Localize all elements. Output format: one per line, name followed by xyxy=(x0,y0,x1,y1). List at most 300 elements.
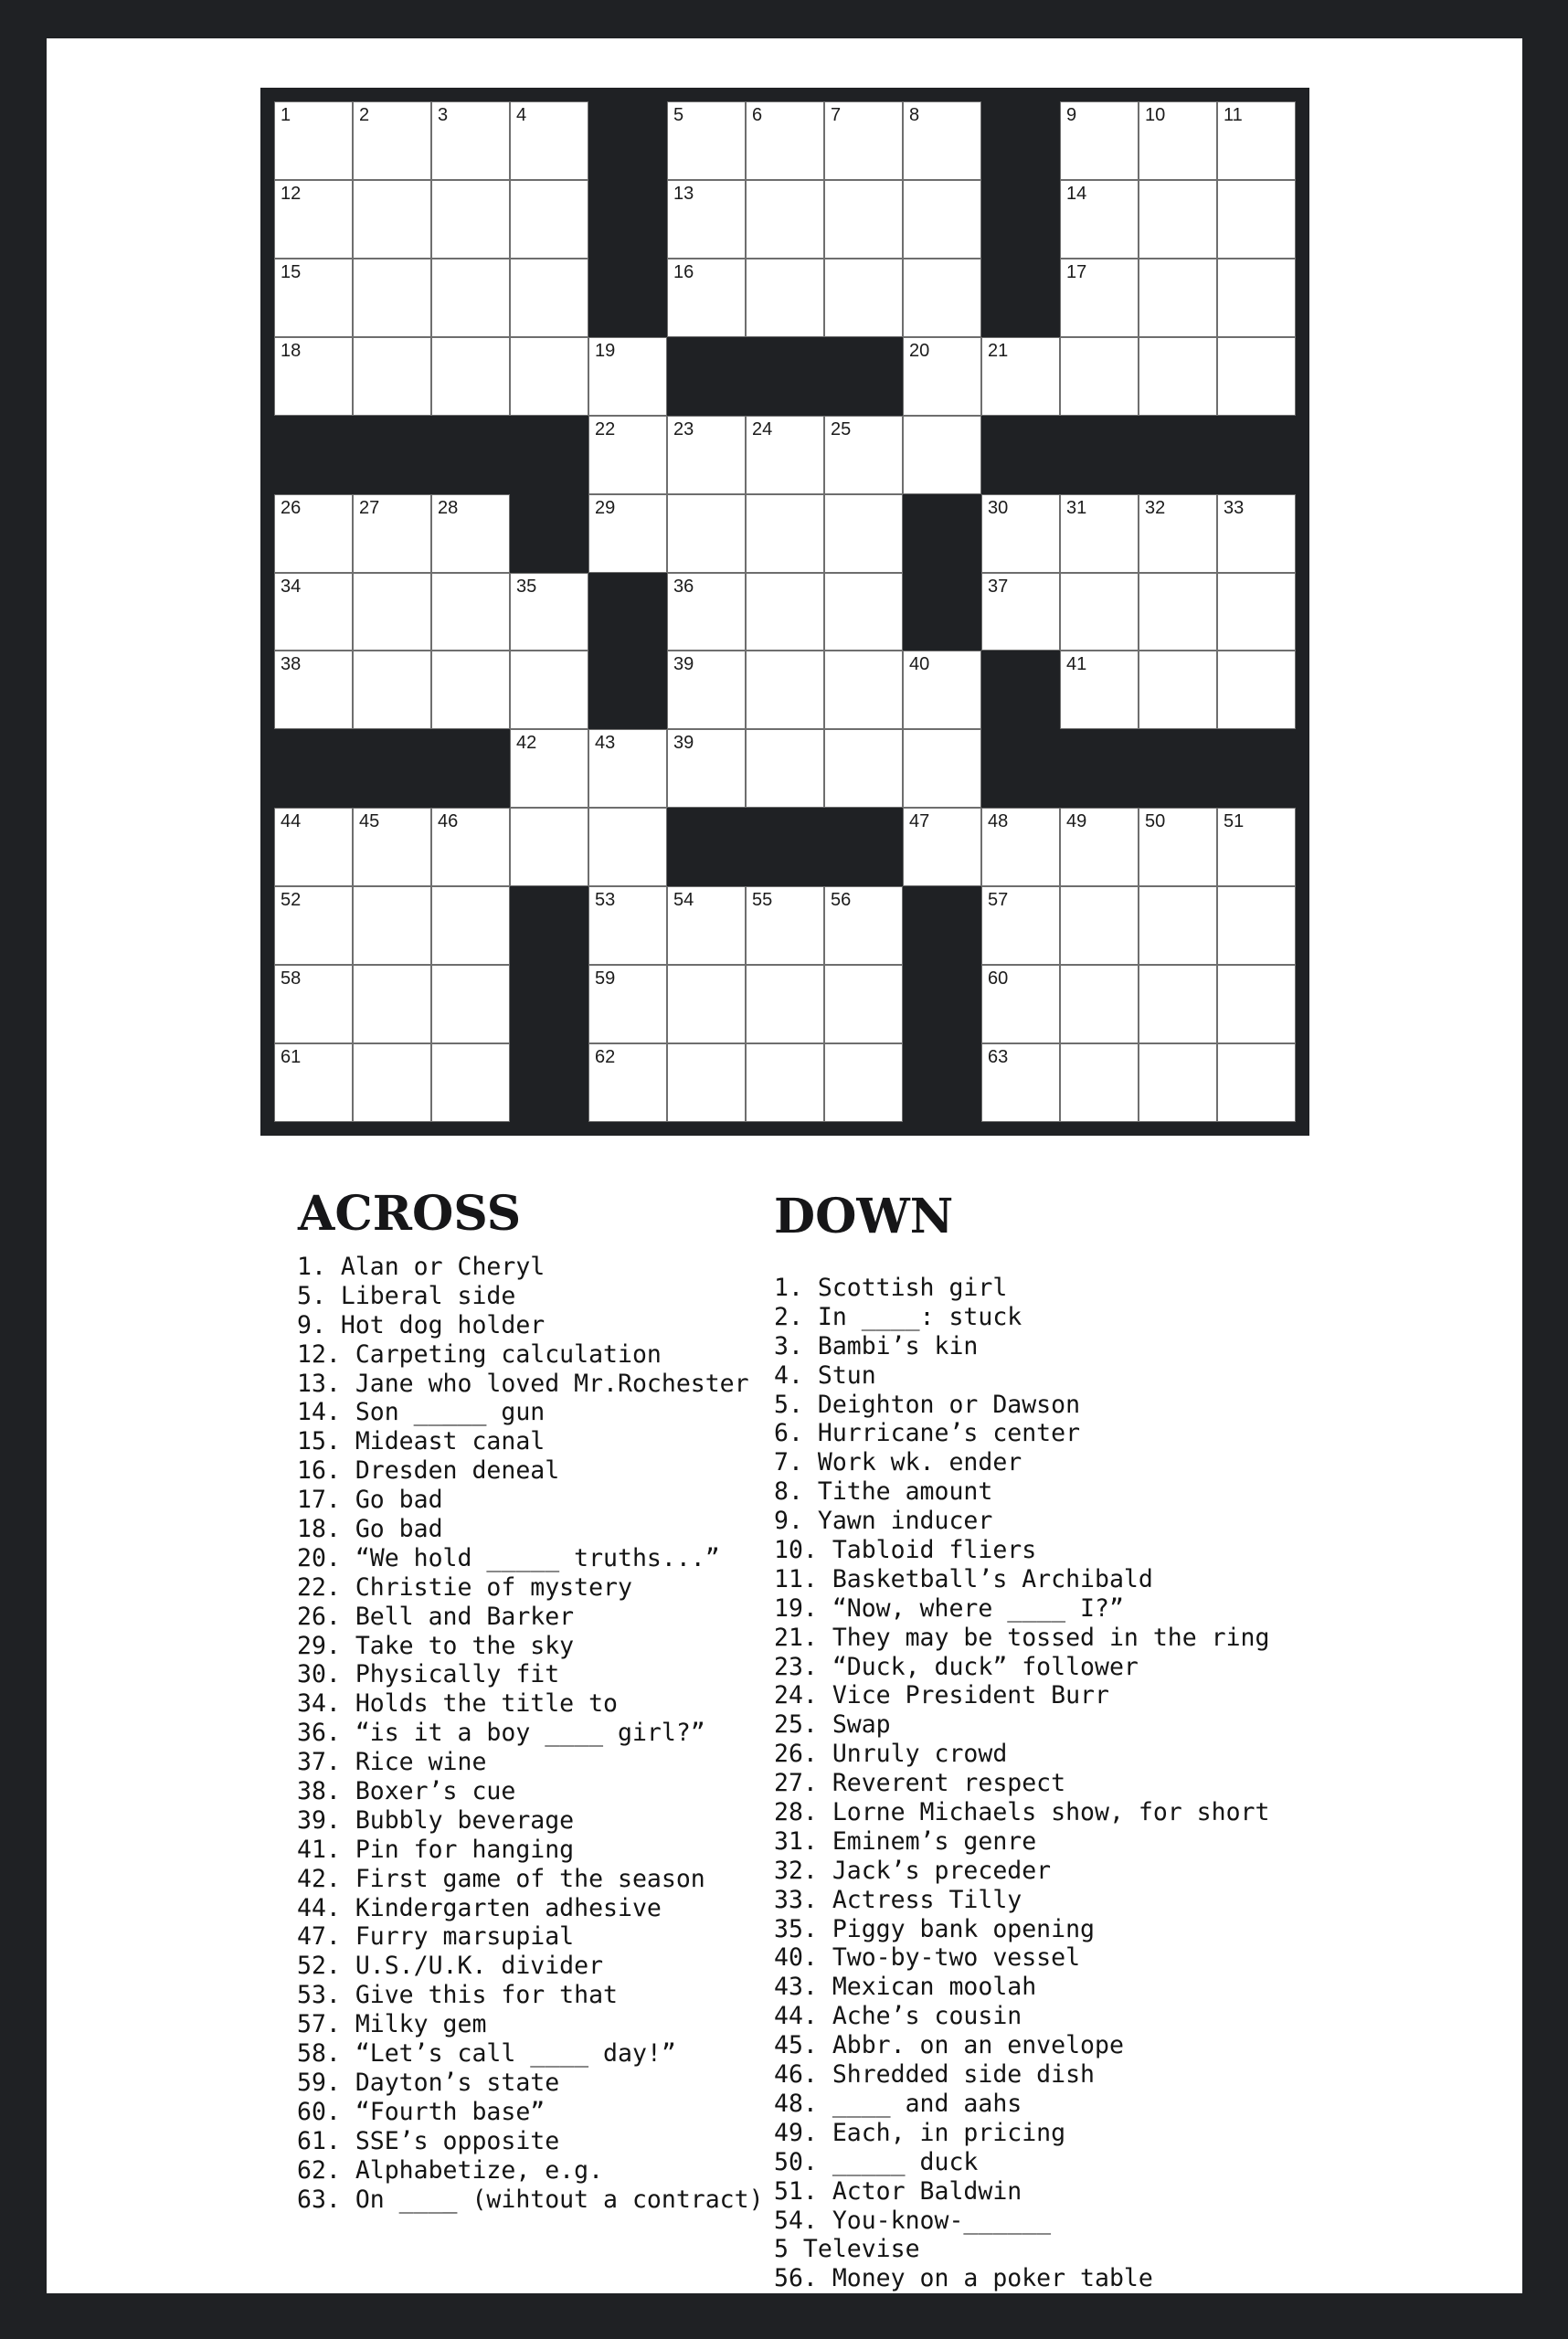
grid-cell-black xyxy=(274,416,353,494)
grid-cell[interactable] xyxy=(353,965,431,1043)
cell-number: 56 xyxy=(831,890,852,911)
grid-cell[interactable] xyxy=(431,494,510,573)
across-clue: 58. “Let’s call ____ day!” xyxy=(297,2039,676,2069)
cell-number: 61 xyxy=(281,1047,302,1068)
grid-cell[interactable] xyxy=(824,965,903,1043)
grid-cell[interactable] xyxy=(1217,965,1296,1043)
across-clue: 29. Take to the sky xyxy=(297,1631,575,1660)
cell-number: 18 xyxy=(281,340,302,361)
grid-cell[interactable] xyxy=(1060,573,1139,651)
down-clue: 23. “Duck, duck” follower xyxy=(774,1652,1139,1681)
down-clue: 6. Hurricane’s center xyxy=(774,1419,1081,1448)
grid-cell[interactable] xyxy=(903,101,981,180)
grid-cell[interactable] xyxy=(903,651,981,729)
across-clue: 52. U.S./U.K. divider xyxy=(297,1952,604,1981)
across-clue: 41. Pin for hanging xyxy=(297,1835,575,1864)
cell-number: 23 xyxy=(673,418,694,439)
grid-cell[interactable] xyxy=(1139,180,1217,259)
grid-cell[interactable] xyxy=(588,494,667,573)
across-clue: 61. SSE’s opposite xyxy=(297,2126,560,2155)
cell-number: 49 xyxy=(1066,811,1087,832)
grid-cell[interactable] xyxy=(1139,808,1217,886)
grid-cell[interactable] xyxy=(588,416,667,494)
grid-cell[interactable] xyxy=(981,808,1060,886)
down-clue: 44. Ache’s cousin xyxy=(774,2002,1022,2031)
down-clue: 4. Stun xyxy=(774,1360,876,1390)
grid-cell[interactable] xyxy=(431,965,510,1043)
grid-cell-black xyxy=(588,573,667,651)
grid-cell[interactable] xyxy=(1217,180,1296,259)
grid-cell-black xyxy=(1139,729,1217,808)
grid-cell[interactable] xyxy=(1217,886,1296,965)
cell-number: 44 xyxy=(281,811,302,832)
cell-number: 53 xyxy=(595,890,616,911)
crossword-grid-frame xyxy=(260,88,1309,1136)
down-clue: 46. Shredded side dish xyxy=(774,2060,1095,2090)
grid-cell[interactable] xyxy=(353,337,431,416)
grid-cell-black xyxy=(1139,416,1217,494)
grid-cell[interactable] xyxy=(1139,337,1217,416)
across-clue: 26. Bell and Barker xyxy=(297,1602,575,1631)
grid-cell[interactable] xyxy=(353,494,431,573)
across-clue: 5. Liberal side xyxy=(297,1281,516,1310)
grid-cell[interactable] xyxy=(667,180,746,259)
grid-cell[interactable] xyxy=(824,101,903,180)
cell-number: 19 xyxy=(595,340,616,361)
down-clue: 48. ____ and aahs xyxy=(774,2089,1022,2118)
grid-cell[interactable] xyxy=(274,965,353,1043)
down-clue: 2. In ____: stuck xyxy=(774,1302,1022,1331)
cell-number: 57 xyxy=(988,890,1009,911)
cell-number: 30 xyxy=(988,497,1009,518)
grid-cell-black xyxy=(353,729,431,808)
cell-number: 5 xyxy=(673,105,684,125)
grid-cell[interactable] xyxy=(1217,259,1296,337)
across-clue: 34. Holds the title to xyxy=(297,1689,618,1719)
grid-cell[interactable] xyxy=(903,180,981,259)
grid-cell-black xyxy=(981,180,1060,259)
across-clue: 30. Physically fit xyxy=(297,1660,560,1689)
cell-number: 39 xyxy=(673,733,694,754)
grid-cell[interactable] xyxy=(1060,101,1139,180)
grid-cell[interactable] xyxy=(1060,494,1139,573)
grid-cell[interactable] xyxy=(824,416,903,494)
down-clue: 51. Actor Baldwin xyxy=(774,2176,1022,2206)
grid-cell[interactable] xyxy=(1060,886,1139,965)
cell-number: 25 xyxy=(831,418,852,439)
grid-cell-black xyxy=(824,337,903,416)
grid-cell[interactable] xyxy=(667,729,746,808)
grid-cell[interactable] xyxy=(981,337,1060,416)
cell-number: 15 xyxy=(281,261,302,282)
grid-cell[interactable] xyxy=(274,573,353,651)
down-clue: 5. Deighton or Dawson xyxy=(774,1390,1081,1419)
down-clue: 35. Piggy bank opening xyxy=(774,1914,1095,1943)
across-clue: 17. Go bad xyxy=(297,1486,443,1515)
grid-cell-black xyxy=(588,651,667,729)
grid-cell[interactable] xyxy=(981,965,1060,1043)
cell-number: 59 xyxy=(595,968,616,990)
down-clue: 11. Basketball’s Archibald xyxy=(774,1564,1153,1593)
grid-cell[interactable] xyxy=(1217,651,1296,729)
across-heading: ACROSS xyxy=(298,1186,522,1242)
down-clue: 10. Tabloid fliers xyxy=(774,1536,1037,1565)
grid-cell[interactable] xyxy=(1217,573,1296,651)
across-clue: 36. “is it a boy ____ girl?” xyxy=(297,1719,705,1748)
cell-number: 47 xyxy=(909,811,930,832)
grid-cell[interactable] xyxy=(274,101,353,180)
grid-cell[interactable] xyxy=(510,337,588,416)
down-clue: 45. Abbr. on an envelope xyxy=(774,2031,1124,2060)
down-clue: 5 Televise xyxy=(774,2235,920,2264)
grid-cell-black xyxy=(981,259,1060,337)
cell-number: 38 xyxy=(281,654,302,675)
down-clue: 1. Scottish girl xyxy=(774,1274,1008,1302)
grid-cell[interactable] xyxy=(667,573,746,651)
grid-cell[interactable] xyxy=(746,416,824,494)
crossword-grid xyxy=(274,101,1296,1122)
grid-cell[interactable] xyxy=(824,494,903,573)
grid-cell[interactable] xyxy=(510,573,588,651)
grid-cell[interactable] xyxy=(903,259,981,337)
cell-number: 36 xyxy=(673,576,694,597)
down-clue: 21. They may be tossed in the ring xyxy=(774,1623,1270,1652)
grid-cell[interactable] xyxy=(353,101,431,180)
grid-cell[interactable] xyxy=(1217,337,1296,416)
grid-cell[interactable] xyxy=(274,494,353,573)
grid-cell[interactable] xyxy=(1217,494,1296,573)
grid-cell[interactable] xyxy=(746,180,824,259)
across-clue: 22. Christie of mystery xyxy=(297,1572,632,1602)
grid-cell-black xyxy=(588,180,667,259)
down-clue: 40. Two-by-two vessel xyxy=(774,1943,1081,1973)
cell-number: 35 xyxy=(516,576,537,597)
grid-cell[interactable] xyxy=(510,180,588,259)
grid-cell-black xyxy=(667,337,746,416)
grid-cell-black xyxy=(824,808,903,886)
grid-cell[interactable] xyxy=(353,1043,431,1122)
cell-number: 48 xyxy=(988,811,1009,832)
across-clue: 57. Milky gem xyxy=(297,2010,487,2039)
across-clue: 37. Rice wine xyxy=(297,1748,487,1777)
grid-cell[interactable] xyxy=(981,1043,1060,1122)
across-clue: 1. Alan or Cheryl xyxy=(297,1253,546,1281)
grid-cell[interactable] xyxy=(1060,180,1139,259)
grid-cell[interactable] xyxy=(274,1043,353,1122)
cell-number: 22 xyxy=(595,418,616,439)
grid-cell[interactable] xyxy=(667,886,746,965)
cell-number: 32 xyxy=(1145,497,1166,518)
across-clue: 59. Dayton’s state xyxy=(297,2068,560,2097)
down-clue: 54. You-know-______ xyxy=(774,2206,1052,2235)
grid-cell[interactable] xyxy=(1139,965,1217,1043)
grid-cell[interactable] xyxy=(746,1043,824,1122)
grid-cell-black xyxy=(903,573,981,651)
grid-cell[interactable] xyxy=(431,1043,510,1122)
grid-cell[interactable] xyxy=(824,259,903,337)
grid-cell[interactable] xyxy=(353,651,431,729)
grid-cell[interactable] xyxy=(667,965,746,1043)
across-clue: 14. Son _____ gun xyxy=(297,1398,546,1427)
grid-cell[interactable] xyxy=(981,573,1060,651)
cell-number: 39 xyxy=(673,654,694,675)
across-clue: 53. Give this for that xyxy=(297,1981,618,2010)
down-clue: 56. Money on a poker table xyxy=(774,2264,1153,2293)
cell-number: 42 xyxy=(516,733,537,754)
down-clue: 24. Vice President Burr xyxy=(774,1681,1109,1710)
grid-cell[interactable] xyxy=(824,180,903,259)
across-clue: 12. Carpeting calculation xyxy=(297,1339,662,1369)
across-clue: 47. Furry marsupial xyxy=(297,1922,575,1952)
across-clue: 44. Kindergarten adhesive xyxy=(297,1893,662,1922)
cell-number: 1 xyxy=(281,105,291,125)
across-clue: 42. First game of the season xyxy=(297,1864,705,1893)
down-clue: 25. Swap xyxy=(774,1710,891,1740)
across-clue: 62. Alphabetize, e.g. xyxy=(297,2155,604,2185)
grid-cell[interactable] xyxy=(746,101,824,180)
down-clue: 28. Lorne Michaels show, for short xyxy=(774,1798,1270,1827)
grid-cell[interactable] xyxy=(824,886,903,965)
grid-cell[interactable] xyxy=(981,494,1060,573)
grid-cell-black xyxy=(510,416,588,494)
grid-cell[interactable] xyxy=(1060,337,1139,416)
cell-number: 50 xyxy=(1145,811,1166,832)
cell-number: 12 xyxy=(281,183,302,204)
down-clue: 19. “Now, where ____ I?” xyxy=(774,1593,1124,1623)
grid-cell[interactable] xyxy=(353,180,431,259)
down-clue: 9. Yawn inducer xyxy=(774,1507,993,1536)
grid-cell[interactable] xyxy=(510,101,588,180)
grid-cell[interactable] xyxy=(1139,1043,1217,1122)
across-clue: 20. “We hold _____ truths...” xyxy=(297,1543,720,1572)
down-clue: 50. _____ duck xyxy=(774,2147,979,2176)
grid-cell-black xyxy=(353,416,431,494)
across-clue: 16. Dresden deneal xyxy=(297,1456,560,1486)
grid-cell-black xyxy=(981,729,1060,808)
grid-cell[interactable] xyxy=(1217,808,1296,886)
grid-cell-black xyxy=(510,1043,588,1122)
grid-cell-black xyxy=(903,965,981,1043)
cell-number: 31 xyxy=(1066,497,1087,518)
cell-number: 45 xyxy=(359,811,380,832)
grid-cell[interactable] xyxy=(1217,1043,1296,1122)
grid-cell[interactable] xyxy=(431,808,510,886)
down-clue: 8. Tithe amount xyxy=(774,1477,993,1507)
grid-cell[interactable] xyxy=(1217,101,1296,180)
grid-cell[interactable] xyxy=(274,808,353,886)
across-clue: 38. Boxer’s cue xyxy=(297,1777,516,1806)
cell-number: 11 xyxy=(1224,105,1243,125)
grid-cell[interactable] xyxy=(588,1043,667,1122)
grid-cell[interactable] xyxy=(431,886,510,965)
grid-cell[interactable] xyxy=(274,259,353,337)
grid-cell[interactable] xyxy=(981,886,1060,965)
grid-cell[interactable] xyxy=(1060,1043,1139,1122)
grid-cell[interactable] xyxy=(431,573,510,651)
cell-number: 10 xyxy=(1145,105,1166,125)
grid-cell[interactable] xyxy=(746,651,824,729)
cell-number: 24 xyxy=(752,418,773,439)
across-clue: 18. Go bad xyxy=(297,1515,443,1544)
grid-cell[interactable] xyxy=(667,494,746,573)
grid-cell[interactable] xyxy=(510,651,588,729)
grid-cell-black xyxy=(1060,729,1139,808)
grid-cell[interactable] xyxy=(824,729,903,808)
grid-cell[interactable] xyxy=(588,965,667,1043)
grid-cell[interactable] xyxy=(274,180,353,259)
grid-cell[interactable] xyxy=(274,651,353,729)
grid-cell[interactable] xyxy=(746,259,824,337)
down-clue: 27. Reverent respect xyxy=(774,1769,1066,1798)
grid-cell-black xyxy=(588,101,667,180)
cell-number: 7 xyxy=(831,105,842,125)
grid-cell-black xyxy=(510,965,588,1043)
grid-cell[interactable] xyxy=(1060,259,1139,337)
grid-cell-black xyxy=(981,651,1060,729)
grid-cell[interactable] xyxy=(274,886,353,965)
grid-cell[interactable] xyxy=(510,808,588,886)
grid-cell-black xyxy=(903,886,981,965)
grid-cell[interactable] xyxy=(510,729,588,808)
grid-cell[interactable] xyxy=(353,259,431,337)
grid-cell-black xyxy=(1217,729,1296,808)
grid-cell[interactable] xyxy=(824,1043,903,1122)
grid-cell[interactable] xyxy=(431,259,510,337)
grid-cell-black xyxy=(274,729,353,808)
grid-cell-black xyxy=(510,494,588,573)
grid-cell[interactable] xyxy=(1139,259,1217,337)
grid-cell[interactable] xyxy=(353,886,431,965)
grid-cell-black xyxy=(981,101,1060,180)
grid-cell[interactable] xyxy=(903,416,981,494)
cell-number: 20 xyxy=(909,340,930,361)
across-clue: 9. Hot dog holder xyxy=(297,1310,546,1339)
grid-cell[interactable] xyxy=(746,573,824,651)
cell-number: 58 xyxy=(281,968,302,990)
cell-number: 8 xyxy=(909,105,920,125)
down-heading: DOWN xyxy=(774,1189,954,1244)
grid-cell[interactable] xyxy=(353,808,431,886)
grid-cell-black xyxy=(981,416,1060,494)
across-clue: 63. On ____ (wihtout a contract) xyxy=(297,2185,764,2214)
cell-number: 60 xyxy=(988,968,1009,990)
grid-cell[interactable] xyxy=(588,729,667,808)
grid-cell[interactable] xyxy=(1139,886,1217,965)
cell-number: 21 xyxy=(988,340,1009,361)
grid-cell[interactable] xyxy=(667,101,746,180)
grid-cell[interactable] xyxy=(1139,573,1217,651)
grid-cell[interactable] xyxy=(1139,651,1217,729)
grid-cell[interactable] xyxy=(1060,651,1139,729)
grid-cell[interactable] xyxy=(431,651,510,729)
across-clue: 13. Jane who loved Mr.Rochester xyxy=(297,1369,749,1398)
grid-cell[interactable] xyxy=(824,651,903,729)
cell-number: 27 xyxy=(359,497,380,518)
grid-cell[interactable] xyxy=(824,573,903,651)
grid-cell[interactable] xyxy=(431,101,510,180)
grid-cell-black xyxy=(746,808,824,886)
grid-cell[interactable] xyxy=(903,729,981,808)
cell-number: 17 xyxy=(1066,261,1087,282)
cell-number: 63 xyxy=(988,1047,1009,1068)
across-clue: 15. Mideast canal xyxy=(297,1427,546,1456)
down-clue-list xyxy=(774,1274,1269,2293)
grid-cell[interactable] xyxy=(431,337,510,416)
grid-cell[interactable] xyxy=(431,180,510,259)
grid-cell[interactable] xyxy=(1139,494,1217,573)
down-clue: 33. Actress Tilly xyxy=(774,1885,1022,1914)
grid-cell[interactable] xyxy=(903,337,981,416)
cell-number: 62 xyxy=(595,1047,616,1068)
cell-number: 26 xyxy=(281,497,302,518)
down-clue: 26. Unruly crowd xyxy=(774,1740,1008,1769)
down-clue: 31. Eminem’s genre xyxy=(774,1826,1037,1856)
across-clue-list xyxy=(297,1253,764,2214)
grid-cell[interactable] xyxy=(588,337,667,416)
cell-number: 16 xyxy=(673,261,694,282)
grid-cell[interactable] xyxy=(1060,808,1139,886)
grid-cell[interactable] xyxy=(667,259,746,337)
cell-number: 41 xyxy=(1066,654,1087,675)
cell-number: 51 xyxy=(1224,811,1245,832)
grid-cell[interactable] xyxy=(667,651,746,729)
across-clue: 60. “Fourth base” xyxy=(297,2097,546,2126)
grid-cell-black xyxy=(667,808,746,886)
grid-cell[interactable] xyxy=(1139,101,1217,180)
cell-number: 9 xyxy=(1066,105,1077,125)
cell-number: 34 xyxy=(281,576,302,597)
cell-number: 33 xyxy=(1224,497,1245,518)
grid-cell-black xyxy=(903,494,981,573)
grid-cell[interactable] xyxy=(510,259,588,337)
down-clue: 32. Jack’s preceder xyxy=(774,1856,1052,1885)
grid-cell[interactable] xyxy=(746,729,824,808)
cell-number: 6 xyxy=(752,105,763,125)
cell-number: 40 xyxy=(909,654,930,675)
grid-cell-black xyxy=(903,1043,981,1122)
down-clue: 7. Work wk. ender xyxy=(774,1448,1022,1477)
cell-number: 46 xyxy=(438,811,459,832)
across-clue: 39. Bubbly beverage xyxy=(297,1805,575,1835)
cell-number: 14 xyxy=(1066,183,1087,204)
grid-cell[interactable] xyxy=(274,337,353,416)
grid-cell-black xyxy=(588,259,667,337)
grid-cell[interactable] xyxy=(588,808,667,886)
grid-cell[interactable] xyxy=(353,573,431,651)
grid-cell[interactable] xyxy=(746,886,824,965)
grid-cell[interactable] xyxy=(746,965,824,1043)
cell-number: 55 xyxy=(752,890,773,911)
down-clue: 43. Mexican moolah xyxy=(774,1973,1037,2002)
cell-number: 43 xyxy=(595,733,616,754)
cell-number: 4 xyxy=(516,105,527,125)
down-clue: 3. Bambi’s kin xyxy=(774,1331,979,1360)
cell-number: 28 xyxy=(438,497,459,518)
grid-cell-black xyxy=(1060,416,1139,494)
cell-number: 2 xyxy=(359,105,370,125)
grid-cell[interactable] xyxy=(903,808,981,886)
grid-cell[interactable] xyxy=(667,1043,746,1122)
grid-cell[interactable] xyxy=(588,886,667,965)
cell-number: 13 xyxy=(673,183,694,204)
grid-cell-black xyxy=(1217,416,1296,494)
grid-cell[interactable] xyxy=(667,416,746,494)
cell-number: 54 xyxy=(673,890,694,911)
grid-cell[interactable] xyxy=(1060,965,1139,1043)
grid-cell[interactable] xyxy=(746,494,824,573)
cell-number: 52 xyxy=(281,890,302,911)
grid-cell-black xyxy=(431,416,510,494)
